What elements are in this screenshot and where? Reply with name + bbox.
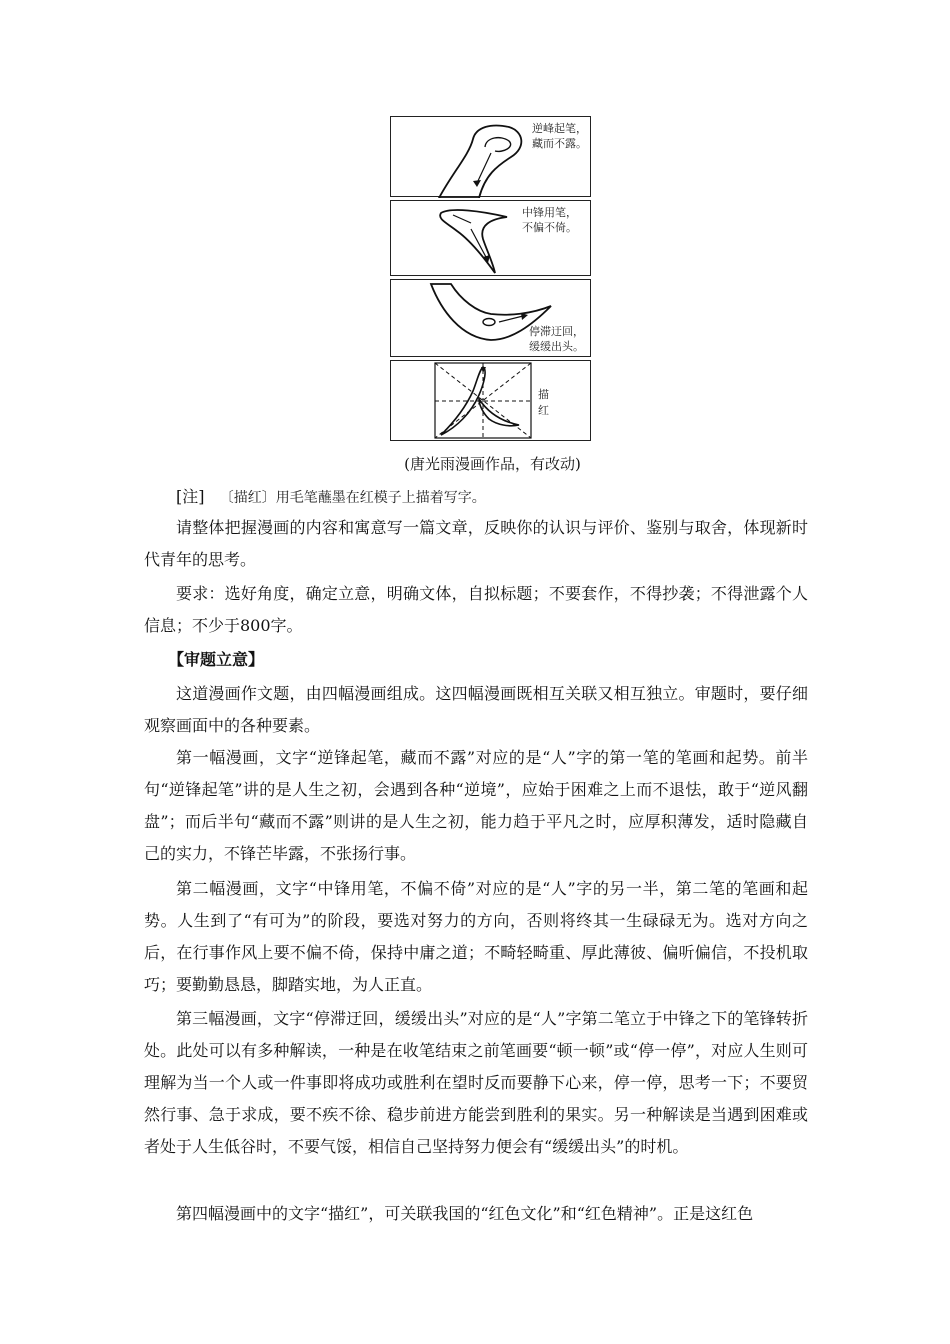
panel-2-caption: 中锋用笔， 不偏不倚。 xyxy=(522,206,577,234)
section-heading: 【审题立意】 xyxy=(168,650,265,669)
character-grid-illustration xyxy=(391,361,592,442)
comic-source-caption: (唐光雨漫画作品，有改动) xyxy=(404,455,581,473)
panel-1-caption: 逆峰起笔， 藏而不露。 xyxy=(532,122,587,150)
comic-panel-1 xyxy=(390,116,591,197)
analysis-paragraph-1: 这道漫画作文题，由四幅漫画组成。这四幅漫画既相互关联又相互独立。审题时，要仔细观察画面中的各种要素。 xyxy=(144,684,808,735)
note-line xyxy=(176,481,808,514)
comic-panel-4 xyxy=(390,360,591,441)
analysis-paragraph-3: 第二幅漫画，文字“中锋用笔，不偏不倚”对应的是“人”字的另一半，第二笔的笔画和起势。人生到了“有可为”的阶段，要选对努力的方向，否则将终其一生碌碌无为。选对方向之后，在行事作风上要不偏不倚，保持中庸之道；不畸轻畸重、厚此薄彼、偏听偏信，不投机取巧；要勤勤恳恳，脚踏实地，为人正直。 xyxy=(144,879,808,994)
analysis-paragraph-2: 第一幅漫画，文字“逆锋起笔，藏而不露”对应的是“人”字的第一笔的笔画和起势。前半句“逆锋起笔”讲的是人生之初，会遇到各种“逆境”，应始于困难之上而不退怯，敢于“逆风翻盘”；而后半句“藏而不露”则讲的是人生之初，能力趋于平凡之时，应厚积薄发，适时隐藏自己的实力，不锋芒毕露，不张扬行事。 xyxy=(144,748,808,863)
analysis-paragraph-5: 第四幅漫画中的文字“描红”，可关联我国的“红色文化”和“红色精神”。正是这红色 xyxy=(176,1204,754,1223)
panel-4-caption: 描 红 xyxy=(538,388,549,417)
panel-3-caption: 停滞迂回， 缓缓出头。 xyxy=(529,325,584,353)
note-body: 〔描红〕用毛笔蘸墨在红模子上描着写字。 xyxy=(219,490,486,506)
analysis-paragraph-4: 第三幅漫画，文字“停滞迂回，缓缓出头”对应的是“人”字第二笔立于中锋之下的笔锋转折处。此处可以有多种解读，一种是在收笔结束之前笔画要“顿一顿”或“停一停”，对应人生则可理解为当一个人或一件事即将成功或胜利在望时反而要静下心来，停一停，思考一下；不要贸然行事、急于求成，要不疾不徐、稳步前进方能尝到胜利的果实。另一种解读是当遇到困难或者处于人生低谷时，不要气馁，相信自己坚持努力便会有“缓缓出头”的时机。 xyxy=(144,1009,808,1156)
comic-panel-2 xyxy=(390,200,591,276)
note-tag: [注] xyxy=(176,487,205,506)
comic-panel-3 xyxy=(390,279,591,357)
writing-prompt: 请整体把握漫画的内容和寓意写一篇文章，反映你的认识与评价、鉴别与取舍，体现新时代青年的思考。 xyxy=(144,518,808,569)
writing-requirements: 要求：选好角度，确定立意，明确文体，自拟标题；不要套作，不得抄袭；不得泄露个人信息；不少于800字。 xyxy=(144,584,808,635)
